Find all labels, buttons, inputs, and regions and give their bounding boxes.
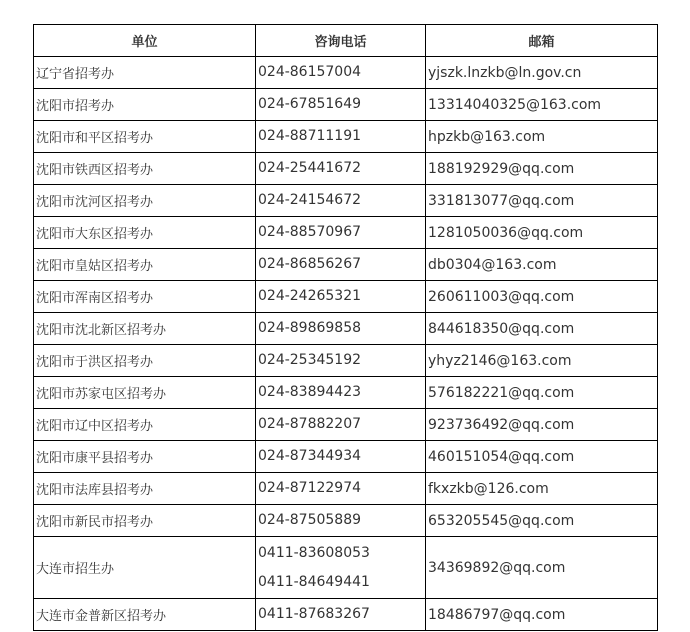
unit-cell: 沈阳市辽中区招考办 [34, 409, 256, 441]
phone-number: 024-24265321 [258, 288, 362, 304]
phone-number: 024-86856267 [258, 256, 362, 272]
table-row [34, 153, 658, 185]
phone-number: 0411-87683267 [258, 606, 370, 622]
header-phone: 咨询电话 [256, 25, 426, 57]
unit-cell: 沈阳市沈河区招考办 [34, 185, 256, 217]
header-row [34, 25, 658, 57]
unit-cell: 沈阳市大东区招考办 [34, 217, 256, 249]
table-row [34, 217, 658, 249]
phone-cell [256, 249, 426, 281]
unit-cell: 沈阳市法库县招考办 [34, 473, 256, 505]
email-cell: fkxzkb@126.com [426, 473, 658, 505]
table-body [34, 57, 658, 631]
table-row [34, 599, 658, 631]
phone-number: 024-25441672 [258, 160, 362, 176]
phone-cell [256, 377, 426, 409]
email-cell: 923736492@qq.com [426, 409, 658, 441]
unit-cell: 沈阳市新民市招考办 [34, 505, 256, 537]
email-cell: yhyz2146@163.com [426, 345, 658, 377]
table-row [34, 537, 658, 599]
phone-number: 024-67851649 [258, 96, 362, 112]
email-cell: yjszk.lnzkb@ln.gov.cn [426, 57, 658, 89]
table-header [34, 25, 658, 57]
phone-cell [256, 537, 426, 599]
table-row [34, 441, 658, 473]
table-row [34, 313, 658, 345]
email-cell: 34369892@qq.com [426, 537, 658, 599]
email-cell: 18486797@qq.com [426, 599, 658, 631]
phone-cell [256, 345, 426, 377]
unit-cell: 沈阳市康平县招考办 [34, 441, 256, 473]
table-row [34, 57, 658, 89]
email-cell: 1281050036@qq.com [426, 217, 658, 249]
phone-cell [256, 57, 426, 89]
contacts-table [33, 24, 658, 631]
phone-number: 024-83894423 [258, 384, 362, 400]
table-row [34, 281, 658, 313]
email-cell: 188192929@qq.com [426, 153, 658, 185]
unit-cell: 辽宁省招考办 [34, 57, 256, 89]
phone-cell [256, 185, 426, 217]
unit-cell: 沈阳市于洪区招考办 [34, 345, 256, 377]
phone-cell [256, 409, 426, 441]
email-cell: 844618350@qq.com [426, 313, 658, 345]
table-row [34, 249, 658, 281]
unit-cell: 沈阳市皇姑区招考办 [34, 249, 256, 281]
table-row [34, 89, 658, 121]
phone-number: 024-86157004 [258, 64, 362, 80]
table-row [34, 185, 658, 217]
header-email: 邮箱 [426, 25, 658, 57]
phone-number: 024-89869858 [258, 320, 362, 336]
unit-cell: 大连市招生办 [34, 537, 256, 599]
email-cell: 331813077@qq.com [426, 185, 658, 217]
phone-cell [256, 89, 426, 121]
unit-cell: 沈阳市招考办 [34, 89, 256, 121]
phone-number: 024-88570967 [258, 224, 362, 240]
unit-cell: 沈阳市铁西区招考办 [34, 153, 256, 185]
unit-cell: 沈阳市沈北新区招考办 [34, 313, 256, 345]
email-cell: 653205545@qq.com [426, 505, 658, 537]
table-row [34, 409, 658, 441]
phone-number: 024-87122974 [258, 480, 362, 496]
email-cell: 260611003@qq.com [426, 281, 658, 313]
email-cell: 576182221@qq.com [426, 377, 658, 409]
table-row [34, 121, 658, 153]
email-cell: 460151054@qq.com [426, 441, 658, 473]
phone-number: 024-25345192 [258, 352, 362, 368]
phone-cell [256, 121, 426, 153]
unit-cell: 沈阳市苏家屯区招考办 [34, 377, 256, 409]
email-cell: hpzkb@163.com [426, 121, 658, 153]
unit-cell: 沈阳市浑南区招考办 [34, 281, 256, 313]
phone-number: 0411-83608053 [258, 544, 370, 561]
phone-number: 024-87344934 [258, 448, 362, 464]
unit-cell: 大连市金普新区招考办 [34, 599, 256, 631]
phone-cell [256, 473, 426, 505]
phone-cell [256, 313, 426, 345]
phone-number: 024-88711191 [258, 128, 362, 144]
phone-cell [256, 281, 426, 313]
table-row [34, 377, 658, 409]
email-cell: db0304@163.com [426, 249, 658, 281]
phone-number: 024-87505889 [258, 512, 362, 528]
unit-cell: 沈阳市和平区招考办 [34, 121, 256, 153]
table-row [34, 473, 658, 505]
phone-cell [256, 441, 426, 473]
phone-cell [256, 153, 426, 185]
phone-cell [256, 217, 426, 249]
phone-number: 024-24154672 [258, 192, 362, 208]
phone-cell [256, 599, 426, 631]
phone-cell [256, 505, 426, 537]
phone-number: 0411-84649441 [258, 573, 370, 590]
table-row [34, 505, 658, 537]
phone-number: 024-87882207 [258, 416, 362, 432]
table-row [34, 345, 658, 377]
email-cell: 13314040325@163.com [426, 89, 658, 121]
header-unit: 单位 [34, 25, 256, 57]
